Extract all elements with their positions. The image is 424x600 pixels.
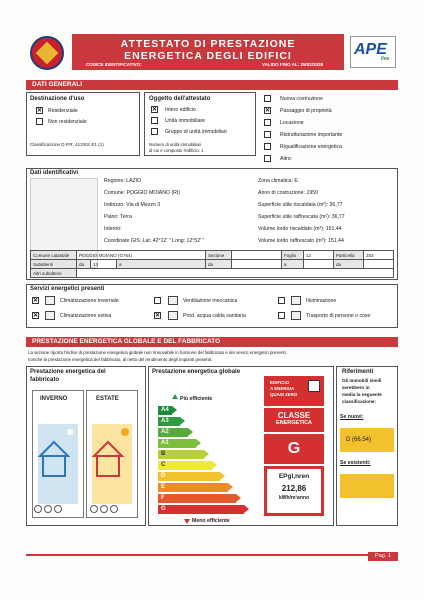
prestazione-intro-1: La sezione riporta l'indice di prestazione energetica globale non rinnovabile in funzione del fabbricato e dei servizi energetici presenti, [28,350,287,355]
ristrutturazione-checkbox[interactable] [264,131,271,138]
vol-risc-text: Volume lordo riscaldato (m³): 151,44 [258,226,342,232]
non-residenziale-checkbox[interactable] [36,118,43,125]
ventilazione-checkbox[interactable] [154,297,161,304]
energy-class-a2: A2 [158,428,188,437]
passaggio-proprieta-checkbox[interactable] [264,107,271,114]
dati-identificativi-title: Dati identificativi [30,170,79,176]
arrow-down-icon [184,519,190,524]
rif-text-1: Gli immobili simili [342,378,382,383]
particella-value: 283 [364,251,394,260]
ventilazione-label: Ventilazione meccanica [183,298,238,304]
validity-date: VALIDO FINO AL: 25/02/2028 [262,62,324,67]
nuovi-value-box: D (66,54) [340,428,394,452]
smiley-icon-5 [101,506,108,513]
sub-a2-value [232,260,282,269]
gruppo-unita-checkbox[interactable] [151,128,158,135]
sub-da2-label: da [206,260,232,269]
energy-class-a3: A3 [158,417,180,426]
sub-empty-2 [364,260,394,269]
anno-text: Anno di costruzione: 1950 [258,190,318,196]
altro-label: Altro: [280,156,293,162]
ape-logo-text: APE [354,41,387,58]
riferimenti-title: Riferimenti [342,369,374,375]
unita-immobiliare-label: Unità immobiliare [165,118,206,124]
piu-efficiente-label: Più efficiente [180,396,213,402]
altro-checkbox[interactable] [264,155,271,162]
sub-da-value: 13 [91,260,117,269]
prestazione-intro-2: nonché la prestazione energetica del fabbricato, al netto del rendimento degli impianti presenti. [28,357,213,362]
sub-a2-label: a [282,260,304,269]
sezione-value [232,251,282,260]
energy-class-a4: A4 [158,406,172,415]
fabbricato-title-1: Prestazione energetica del [30,369,106,375]
intero-edificio-label: Intero edificio [165,107,196,113]
smiley-icon-1 [35,506,42,513]
regione-lazio-logo [30,36,64,70]
classe-value-box: G [264,434,324,464]
ep-box [264,466,324,516]
non-residenziale-label: Non residenziale [48,119,87,125]
comune-text: Comune: POGGIO MOIANO (RI) [104,190,181,196]
clim-estiva-checkbox[interactable] [32,312,39,319]
indirizzo-text: Indirizzo: Via di Mezzo 3 [104,202,161,208]
vol-raff-text: Volume lordo raffrescato (m³): 151,44 [258,238,344,244]
fan-icon [168,296,178,305]
sub-da3-label: da [334,260,364,269]
coordinate-text: Coordinate GIS: Lat: 42°12' " Long: 12°52' " [104,238,205,244]
illuminazione-label: Illuminazione [306,298,337,304]
nzeb-line3: QUASI ZERO [270,392,298,397]
catasto-table [30,250,394,278]
dati-generali-bar: DATI GENERALI [26,80,398,90]
riqualificazione-label: Riqualificazione energetica [280,144,342,150]
gruppo-unita-label: Gruppo di unità immobiliari [165,129,227,135]
energy-class-e: E [158,483,228,492]
smiley-icon-4 [91,506,98,513]
sub-a-label: a [117,260,206,269]
smiley-icon-3 [55,506,62,513]
smiley-icon-6 [111,506,118,513]
nzeb-line1: EDIFICIO [270,380,290,385]
clim-invernale-checkbox[interactable] [32,297,39,304]
nuova-costruzione-label: Nuova costruzione [280,96,323,102]
numero-unita-line1: Numero di unità immobiliari [149,142,202,147]
interno-text: Interno: [104,226,122,232]
sup-raff-text: Superficie utile raffrescata (m²): 36,77 [258,214,345,220]
clim-estiva-label: Climatizzazione estiva [60,313,112,319]
foglio-label: Foglio [282,251,304,260]
locazione-label: Locazione [280,120,304,126]
arrow-up-icon [172,394,178,399]
footer-line [26,554,398,556]
inverno-label: INVERNO [40,396,68,402]
energy-class-d: D [158,472,220,481]
ape-logo-sup: live [381,56,390,62]
classificazione-text: Classificazione D.P.R. 412/93: E1 (1) [30,142,104,147]
ep-label: EPgl,nren [278,473,310,480]
zona-text: Zona climatica: E [258,178,298,184]
codice-label: CODICE IDENTIFICATIVO: [86,62,142,67]
se-esistenti-label: Se esistenti: [340,460,371,466]
sun-icon [121,428,129,436]
snowflake-small-icon [67,429,73,435]
residenziale-label: Residenziale [48,108,78,114]
prestazione-bar: PRESTAZIONE ENERGETICA GLOBALE E DEL FABBRICATO [26,337,398,347]
smiley-icon-2 [45,506,52,513]
unita-immobiliare-checkbox[interactable] [151,117,158,124]
piano-text: Piano: Terra [104,214,132,220]
nzeb-checkbox[interactable] [308,380,320,392]
locazione-checkbox[interactable] [264,119,271,126]
energy-class-f: F [158,494,236,503]
energy-class-c: C [158,461,212,470]
catasto-row-1 [31,251,394,260]
foglio-value: 12 [304,251,334,260]
snowflake-icon [45,311,55,320]
sezione-label: Sezione [206,251,232,260]
intero-edificio-checkbox[interactable] [151,106,158,113]
rif-text-3: media la seguente [342,392,382,397]
residenziale-checkbox[interactable] [36,107,43,114]
clim-invernale-label: Climatizzazione invernale [60,298,119,304]
ristrutturazione-label: Ristrutturazione importante [280,132,343,138]
sub-da-label: da [77,260,91,269]
trasporto-label: Trasporto di persone o cose [306,313,371,319]
oggetto-title: Oggetto dell'attestato [149,96,211,102]
energy-class-b: B [158,450,204,459]
water-tap-icon [168,311,178,320]
ep-value: 212,86 [281,484,307,493]
ep-unit: kWh/m²anno [279,495,309,501]
ape-logo [350,36,396,68]
esistenti-value-box [340,474,394,498]
destinazione-title: Destinazione d'uso [30,96,85,102]
acqua-calda-checkbox[interactable] [154,312,161,319]
nzeb-line2: A ENERGIA [270,386,295,391]
fabbricato-graphic [32,410,138,515]
elevator-icon [291,311,301,320]
energy-class-a1: A1 [158,439,196,448]
energy-class-g: G [158,505,244,514]
classe-label-1: CLASSE [277,411,311,420]
page-number: Pag. 1 [368,552,398,561]
riqualificazione-checkbox[interactable] [264,143,271,150]
catasto-row-3 [31,269,394,278]
sup-risc-text: Superficie utile riscaldata (m²): 36,77 [258,202,343,208]
subalterni-label: Subalterni [31,260,77,269]
trasporto-checkbox[interactable] [278,312,285,319]
se-nuovi-label: Se nuovi: [340,414,364,420]
illuminazione-checkbox[interactable] [278,297,285,304]
comune-catastale-label: Comune catastale [31,251,77,260]
regione-text: Regione: LAZIO [104,178,142,184]
particella-label: Particella [334,251,364,260]
altri-subalterni-value [77,269,394,278]
fabbricato-title-2: fabbricato [30,377,60,383]
globale-title: Prestazione energetica globale [152,369,241,375]
catasto-row-2 [31,260,394,269]
classe-label-2: ENERGETICA [275,420,313,426]
acqua-calda-label: Prod. acqua calda sanitaria [183,313,246,319]
title-line-1: ATTESTATO DI PRESTAZIONE [120,38,296,50]
rif-text-2: avrebbero in [342,385,370,390]
altri-subalterni-label: Altri subalterni [31,269,77,278]
classe-energetica-header [264,408,324,432]
sub-empty-1 [304,260,334,269]
nuova-costruzione-checkbox[interactable] [264,95,271,102]
title-line-2: ENERGETICA DEGLI EDIFICI [124,50,292,62]
meno-efficiente-label: Meno efficiente [192,518,230,524]
numero-unita-line2: di cui è composto l'edificio: 1 [149,148,204,153]
servizi-title: Servizi energetici presenti [30,286,105,292]
rif-text-4: classificazione: [342,399,376,404]
radiator-icon [45,296,55,305]
comune-catastale-value: POGGIO MOIANO (G764) [77,251,206,260]
estate-label: ESTATE [96,396,119,402]
lightbulb-icon [291,296,301,305]
motivi-box [260,92,398,164]
passaggio-proprieta-label: Passaggio di proprietà [280,108,332,114]
